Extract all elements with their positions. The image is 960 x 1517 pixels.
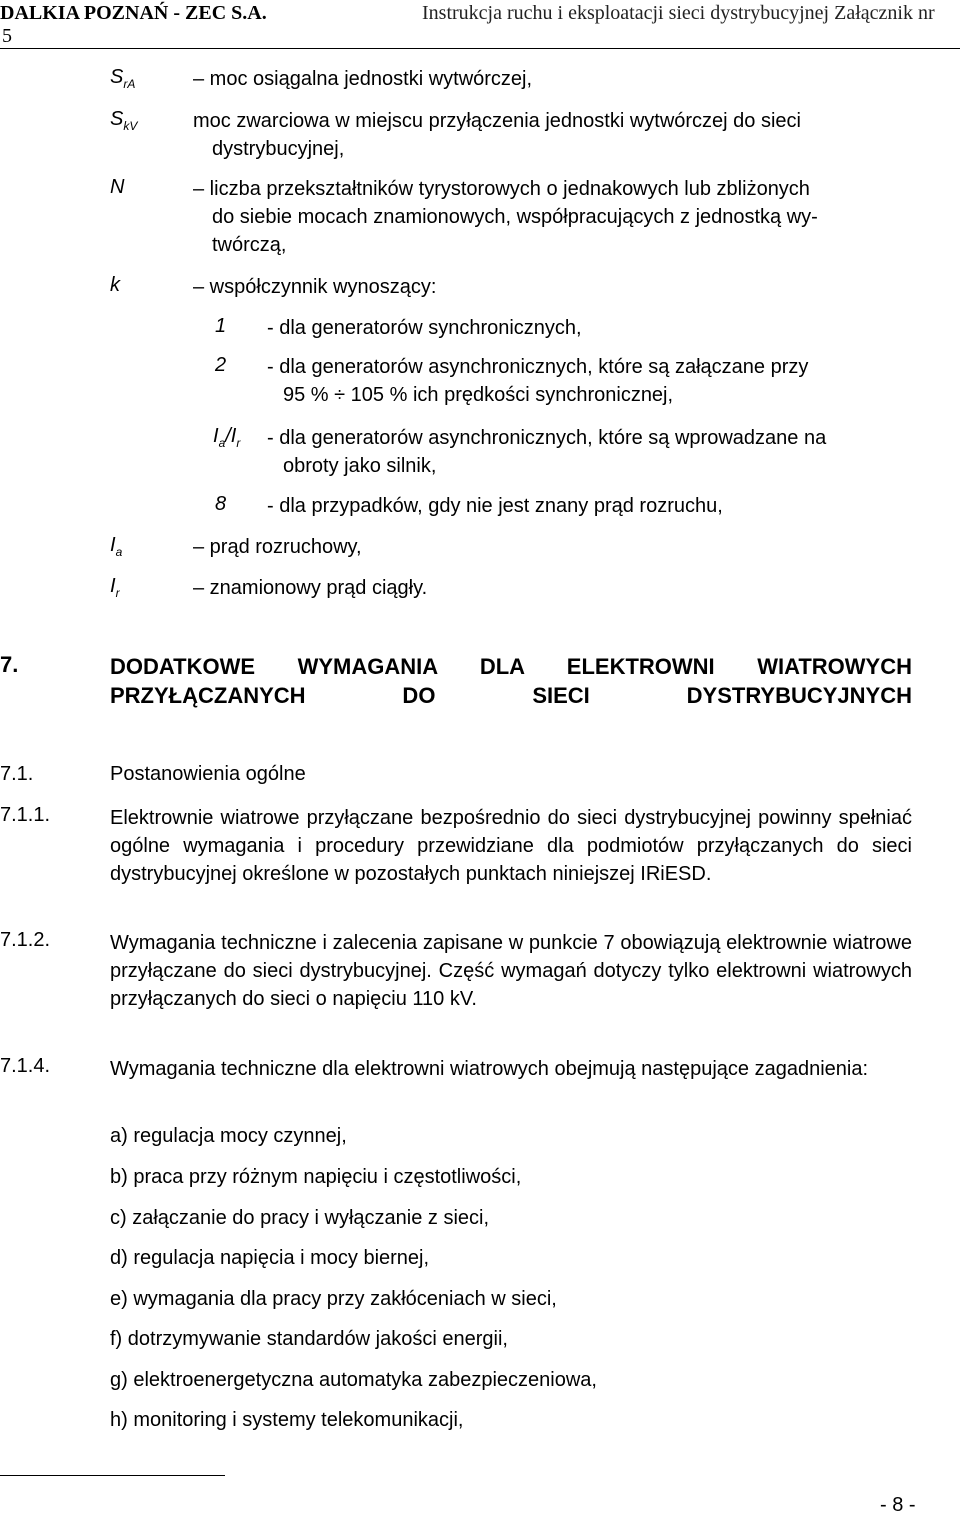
- subsection-title: Postanowienia ogólne: [110, 763, 306, 785]
- list-item: e) wymagania dla pracy przy zakłóceniach w sieci,: [110, 1288, 557, 1310]
- paragraph-number: 7.1.4.: [0, 1055, 51, 1077]
- k-desc-1: - dla generatorów synchronicznych,: [267, 317, 582, 339]
- definition-k: – współczynnik wynoszący:: [193, 276, 437, 298]
- header-company: DALKIA POZNAŃ - ZEC S.A.: [0, 2, 267, 24]
- definition-Ia: – prąd rozruchowy,: [193, 536, 362, 558]
- paragraph-number: 7.1.1.: [0, 804, 51, 826]
- definition-SkV-cont: dystrybucyjnej,: [212, 138, 345, 160]
- symbol-SkV: $S_{kV}$: [110, 108, 138, 133]
- k-desc-2: - dla generatorów asynchronicznych, które są załączane przy: [267, 356, 809, 378]
- definition-SrA: – moc osiągalna jednostki wytwórczej,: [193, 68, 533, 90]
- definition-Ir: – znamionowy prąd ciągły.: [193, 577, 428, 599]
- page-number: - 8 -: [880, 1494, 916, 1516]
- k-desc-4: - dla przypadków, gdy nie jest znany prąd rozruchu,: [267, 495, 723, 517]
- list-item: b) praca przy różnym napięciu i częstotliwości,: [110, 1166, 522, 1188]
- section-title: DODATKOWE WYMAGANIA DLA ELEKTROWNI WIATROWYCH PRZYŁĄCZANYCH DO SIECI DYSTRYBUCYJNYCH: [110, 654, 912, 708]
- definition-N: – liczba przekształtników tyrystorowych o jednakowych lub zbliżonych: [193, 178, 810, 200]
- paragraph-text: Elektrownie wiatrowe przyłączane bezpośrednio do sieci dystrybucyjnej powinny spełniać ogólne wymagania i procedury przewidziane dla podmiotów przyłączanych do sieci dystrybucyjnej określone w pozostałych punktach niniejszej IRiESD.: [110, 807, 912, 885]
- paragraph-text: Wymagania techniczne i zalecenia zapisane w punkcie 7 obowiązują elektrownie wiatrowe przyłączane do sieci dystrybucyjnej. Część wymagań dotyczy tylko elektrowni wiatrowych przyłączanych do sieci o napięciu 110 kV.: [110, 932, 912, 1010]
- definition-N-cont: do siebie mocach znamionowych, współpracujących z jednostką wy-: [212, 206, 818, 228]
- definition-SkV: moc zwarciowa w miejscu przyłączenia jednostki wytwórczej do sieci: [193, 110, 801, 132]
- k-value-ratio: $I_a/I_r$: [213, 425, 241, 450]
- paragraph-number: 7.1.2.: [0, 929, 51, 951]
- symbol-Ia: $I_a$: [110, 534, 123, 559]
- list-item: g) elektroenergetyczna automatyka zabezpieczeniowa,: [110, 1369, 597, 1391]
- list-item: f) dotrzymywanie standardów jakości energii,: [110, 1328, 508, 1350]
- list-item: c) załączanie do pracy i wyłączanie z sieci,: [110, 1207, 490, 1229]
- header-rule: [0, 48, 960, 49]
- symbol-Ir: $I_r$: [110, 575, 120, 600]
- symbol-k: k: [110, 274, 120, 296]
- k-desc-2-cont: 95 % ÷ 105 % ich prędkości synchronicznej,: [283, 384, 674, 406]
- header-document-title: Instrukcja ruchu i eksploatacji sieci dystrybucyjnej Załącznik nr: [422, 2, 935, 24]
- footer-rule: [0, 1475, 225, 1476]
- k-value-8: 8: [215, 493, 227, 515]
- paragraph-text: Wymagania techniczne dla elektrowni wiatrowych obejmują następujące zagadnienia:: [110, 1058, 869, 1080]
- list-item: h) monitoring i systemy telekomunikacji,: [110, 1409, 464, 1431]
- subsection-number: 7.1.: [0, 763, 34, 785]
- definition-N-cont2: twórczą,: [212, 234, 287, 256]
- section-number: 7.: [0, 652, 19, 677]
- header-document-title-continuation: 5: [2, 25, 12, 47]
- k-desc-3: - dla generatorów asynchronicznych, które są wprowadzane na: [267, 427, 827, 449]
- symbol-N: N: [110, 176, 125, 198]
- symbol-SrA: $S_{rA}$: [110, 66, 136, 91]
- k-value-2: 2: [215, 354, 227, 376]
- list-item: a) regulacja mocy czynnej,: [110, 1125, 347, 1147]
- k-desc-3-cont: obroty jako silnik,: [283, 455, 437, 477]
- list-item: d) regulacja napięcia i mocy biernej,: [110, 1247, 430, 1269]
- k-value-1: 1: [215, 315, 227, 337]
